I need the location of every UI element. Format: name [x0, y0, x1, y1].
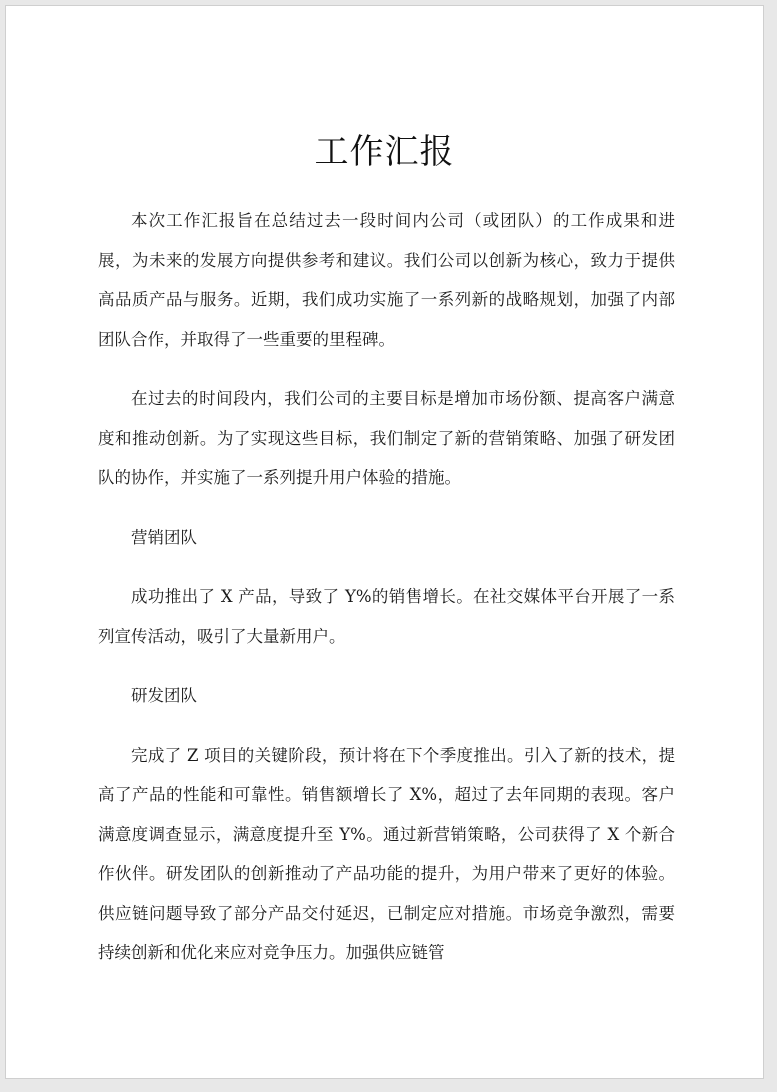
document-title: 工作汇报 [314, 132, 455, 172]
document-page [5, 5, 764, 1079]
document-body [98, 201, 675, 993]
paragraph-rnd: 完成了 Z 项目的关键阶段，预计将在下个季度推出。引入了新的技术，提高了产品的性能和可靠性。销售额增长了 X%，超过了去年同期的表现。客户满意度调查显示，满意度提升至 Y%。通过新营销策略，公司获得了 X 个新合作伙伴。研发团队的创新推动了产品功能的提升，为用户带来了更好的体验。供应链问题导致了部分产品交付延迟，已制定应对措施。市场竞争激烈，需要持续创新和优化来应对竞争压力。加强供应链管 [98, 745, 675, 962]
section-heading-marketing: 营销团队 [131, 527, 197, 547]
paragraph-intro: 本次工作汇报旨在总结过去一段时间内公司（或团队）的工作成果和进展，为未来的发展方向提供参考和建议。我们公司以创新为核心，致力于提供高品质产品与服务。近期，我们成功实施了一系列新的战略规划，加强了内部团队合作，并取得了一些重要的里程碑。 [98, 211, 675, 349]
section-heading-rnd: 研发团队 [131, 686, 197, 705]
paragraph-marketing: 成功推出了 X 产品，导致了 Y%的销售增长。在社交媒体平台开展了一系列宣传活动，吸引了大量新用户。 [98, 587, 675, 646]
paragraph-goals: 在过去的时间段内，我们公司的主要目标是增加市场份额、提高客户满意度和推动创新。为了实现这些目标，我们制定了新的营销策略、加强了研发团队的协作，并实施了一系列提升用户体验的措施。 [98, 389, 675, 487]
